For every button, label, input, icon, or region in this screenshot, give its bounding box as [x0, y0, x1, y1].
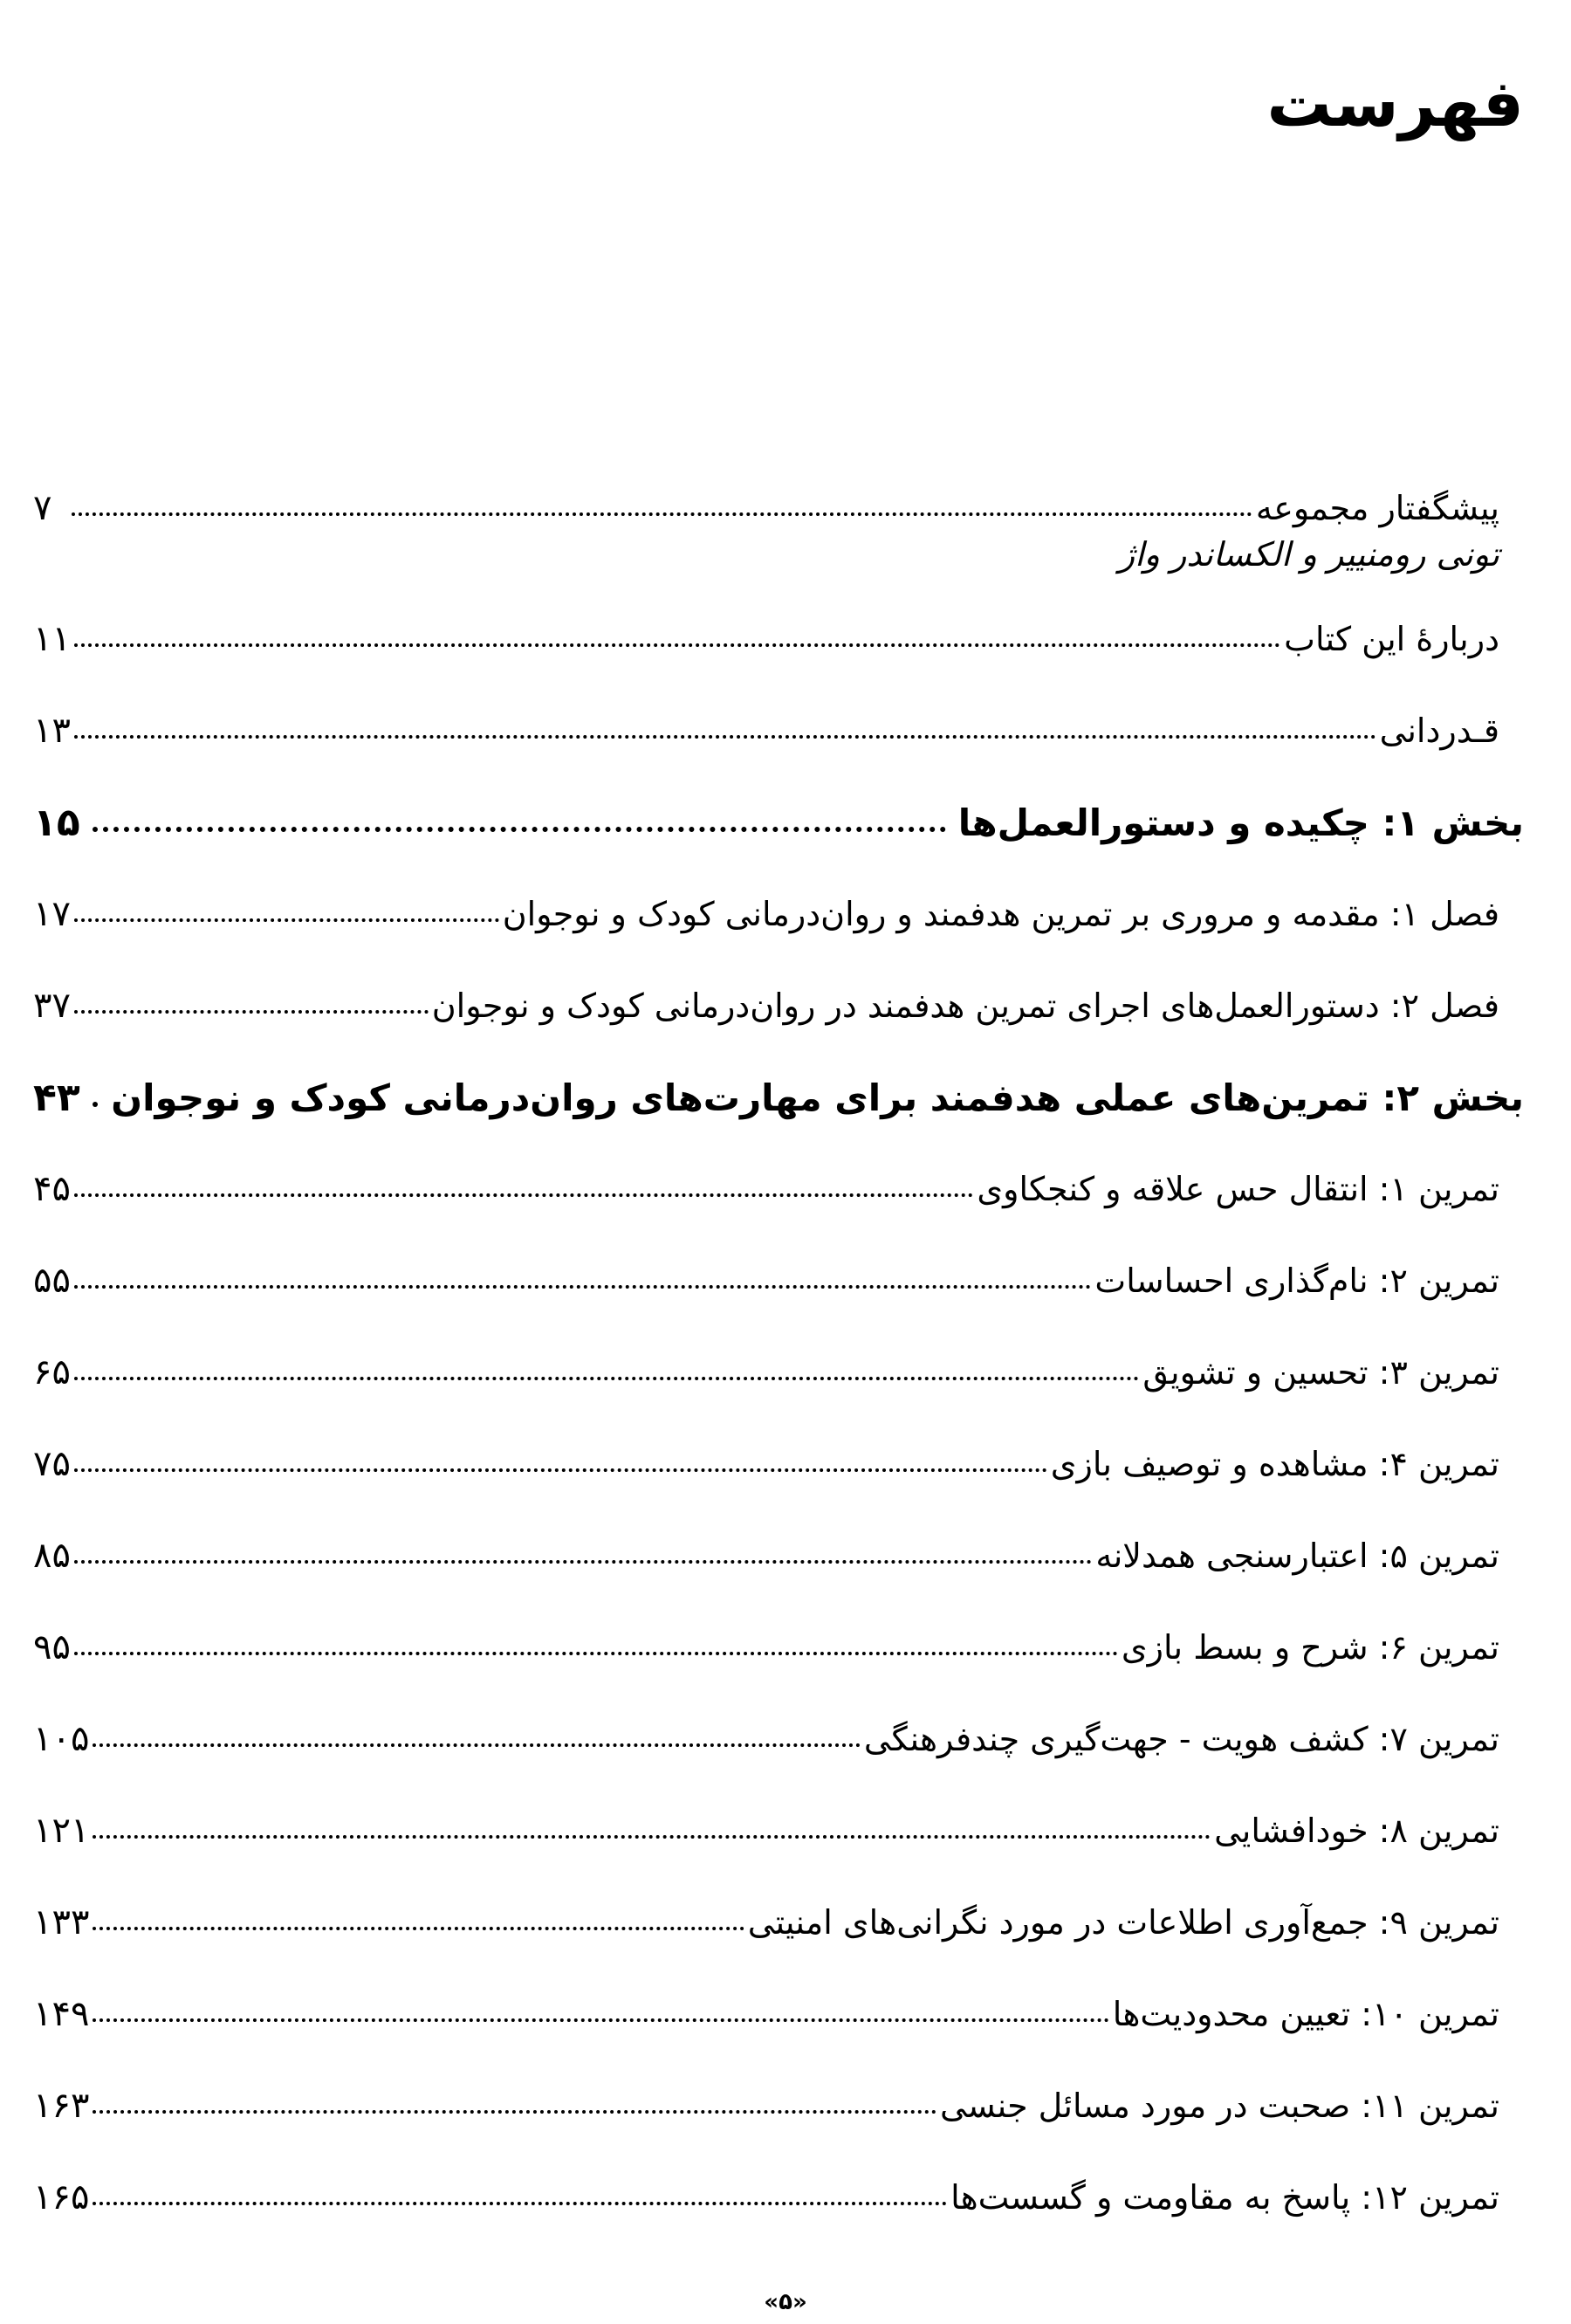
toc-entry-page: ۱۰۵ [33, 1719, 90, 1759]
dot-leader [74, 1560, 1092, 1564]
toc-entry-exercise-9[interactable] [33, 1877, 1524, 1969]
toc-entry-about-book[interactable] [33, 594, 1524, 685]
table-of-contents [33, 463, 1524, 2244]
toc-entry-title: پیشگفتار مجموعه [1255, 489, 1499, 527]
dot-leader [74, 1468, 1047, 1472]
toc-entry-title: تمرین ۶: شرح و بسط بازی [1121, 1628, 1499, 1667]
dot-leader [74, 1193, 973, 1197]
toc-entry-page: ۱۱ [33, 619, 71, 659]
toc-entry-exercise-2[interactable] [33, 1235, 1524, 1327]
toc-entry-title: تمرین ۴: مشاهده و توصیف بازی [1050, 1445, 1499, 1483]
dot-leader [93, 1927, 744, 1930]
toc-entry-exercise-5[interactable] [33, 1510, 1524, 1602]
toc-entry-title: تمرین ۲: نام‌گذاری احساسات [1094, 1262, 1499, 1300]
toc-entry-page: ۴۵ [33, 1169, 71, 1209]
toc-entry-page: ۷ [33, 488, 52, 528]
toc-entry-page: ۱۶۵ [33, 2177, 90, 2217]
toc-entry-page: ۱۶۳ [33, 2086, 90, 2126]
toc-entry-page: ۱۴۹ [33, 1994, 90, 2034]
dot-leader [74, 1652, 1118, 1655]
dot-leader [72, 512, 1252, 516]
toc-entry-part-1[interactable] [33, 777, 1524, 869]
dot-leader [93, 2110, 936, 2114]
toc-entry-page: ۱۵ [33, 801, 80, 845]
dot-leader [93, 2018, 1108, 2022]
toc-entry-acknowledgments[interactable] [33, 685, 1524, 777]
toc-entry-title: تمرین ۱: انتقال حس علاقه و کنجکاوی [977, 1170, 1499, 1208]
page-title: فهرست [1266, 66, 1524, 141]
dot-leader [93, 827, 946, 832]
dot-leader [93, 1743, 860, 1747]
toc-entry-title: تمرین ۵: اعتبارسنجی همدلانه [1095, 1537, 1499, 1575]
dot-leader [93, 1835, 1211, 1839]
toc-entry-page: ۹۵ [33, 1627, 71, 1667]
toc-entry-page: ۶۵ [33, 1352, 71, 1392]
toc-entry-exercise-4[interactable] [33, 1419, 1524, 1510]
toc-entry-page: ۱۳۳ [33, 1902, 90, 1942]
toc-entry-exercise-3[interactable] [33, 1327, 1524, 1419]
toc-entry-title: تمرین ۱۲: پاسخ به مقاومت و گسست‌ها [950, 2178, 1499, 2217]
toc-entry-title: فصل ۱: مقدمه و مروری بر تمرین هدفمند و روان‌درمانی کودک و نوجوان [502, 895, 1499, 933]
toc-entry-title: قـدردانی [1379, 712, 1499, 750]
toc-entry-chapter-1[interactable] [33, 869, 1524, 960]
dot-leader [74, 918, 499, 922]
toc-entry-exercise-1[interactable] [33, 1144, 1524, 1235]
toc-entry-page: ۱۳ [33, 711, 71, 751]
dot-leader [74, 735, 1376, 739]
toc-entry-title: تمرین ۹: جمع‌آوری اطلاعات در مورد نگرانی‌های امنیتی [747, 1903, 1499, 1942]
toc-entry-title: تمرین ۷: کشف هویت - جهت‌گیری چندفرهنگی [863, 1720, 1499, 1758]
toc-entry-page: ۷۵ [33, 1444, 71, 1484]
toc-entry-part-2[interactable] [33, 1052, 1524, 1144]
dot-leader [93, 2202, 947, 2205]
toc-entry-title: تمرین ۱۱: صحبت در مورد مسائل جنسی [940, 2087, 1499, 2125]
toc-entry-authors: تونی رومنییر و الکساندر واژ [1118, 535, 1499, 574]
dot-leader [74, 643, 1280, 647]
page-number: «۵» [764, 2289, 807, 2315]
toc-entry-title: تمرین ۳: تحسین و تشویق [1142, 1353, 1499, 1392]
toc-entry-title: فصل ۲: دستورالعمل‌های اجرای تمرین هدفمند در روان‌درمانی کودک و نوجوان [431, 987, 1499, 1025]
toc-entry-exercise-7[interactable] [33, 1694, 1524, 1785]
toc-entry-title: تمرین ۸: خودافشایی [1214, 1812, 1499, 1850]
toc-entry-page: ۸۵ [33, 1536, 71, 1576]
toc-entry-title: بخش ۱: چکیده و دستورالعمل‌ها [957, 801, 1524, 844]
toc-entry-title: بخش ۲: تمرین‌های عملی هدفمند برای مهارت‌های روان‌درمانی کودک و نوجوان [111, 1076, 1524, 1119]
toc-entry-page: ۱۲۱ [33, 1811, 90, 1851]
toc-entry-exercise-6[interactable] [33, 1602, 1524, 1694]
dot-leader [74, 1377, 1139, 1380]
toc-entry-title: دربارۀ این کتاب [1284, 620, 1499, 658]
dot-leader [74, 1285, 1091, 1289]
dot-leader [93, 1102, 99, 1107]
toc-entry-exercise-10[interactable] [33, 1969, 1524, 2060]
toc-entry-chapter-2[interactable] [33, 960, 1524, 1052]
toc-entry-page: ۴۳ [33, 1076, 80, 1120]
toc-entry-page: ۱۷ [33, 894, 71, 934]
toc-entry-exercise-8[interactable] [33, 1785, 1524, 1877]
toc-entry-page: ۳۷ [33, 986, 71, 1026]
toc-entry-page: ۵۵ [33, 1261, 71, 1301]
toc-entry-title: تمرین ۱۰: تعیین محدودیت‌ها [1112, 1995, 1499, 2033]
toc-entry-exercise-12[interactable] [33, 2152, 1524, 2244]
dot-leader [74, 1010, 429, 1014]
toc-entry-exercise-11[interactable] [33, 2060, 1524, 2152]
